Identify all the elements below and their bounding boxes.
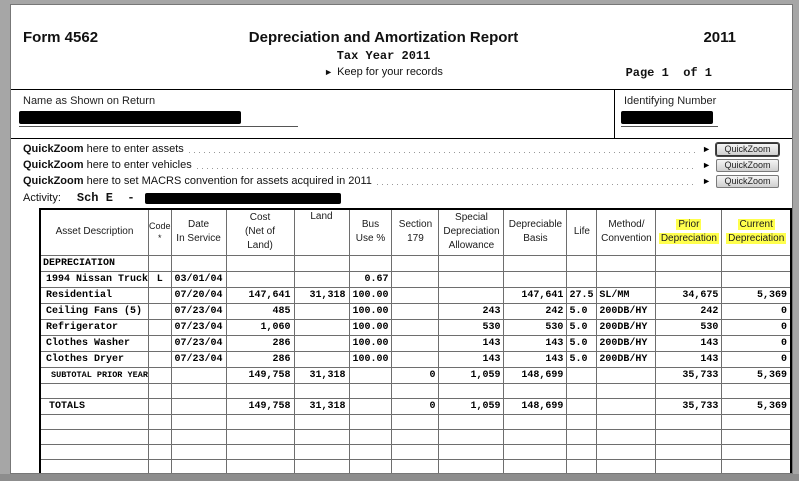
table-row-empty xyxy=(40,429,791,444)
cell-sec179: 0 xyxy=(392,398,439,414)
table-row-subtotal xyxy=(40,367,791,383)
cell-basis: 530 xyxy=(504,319,567,335)
cell-code xyxy=(149,429,172,444)
table-row-empty xyxy=(40,414,791,429)
col-header-bus: Bus Use % xyxy=(349,209,392,255)
cell-special: 143 xyxy=(439,335,504,351)
highlighted-header-text: Current xyxy=(739,219,773,231)
cell-current: 5,369 xyxy=(722,367,791,383)
col-header-desc: Asset Description xyxy=(40,209,149,255)
table-row-empty xyxy=(40,459,791,474)
cell-date xyxy=(171,383,226,398)
cell-method: 200DB/HY xyxy=(597,351,656,367)
cell-basis: 242 xyxy=(504,303,567,319)
cell-prior: 143 xyxy=(656,351,722,367)
cell-bus xyxy=(349,444,392,459)
col-header-cost: Cost (Net of Land) xyxy=(226,209,294,255)
cell-cost xyxy=(226,429,294,444)
tax-year: Tax Year 2011 xyxy=(336,49,431,63)
cell-cost xyxy=(226,444,294,459)
cell-desc: Residential xyxy=(40,287,149,303)
cell-current: 0 xyxy=(722,335,791,351)
quickzoom-button[interactable]: QuickZoom xyxy=(716,175,779,188)
cell-land xyxy=(294,383,349,398)
cell-land: 31,318 xyxy=(294,398,349,414)
cell-land xyxy=(294,429,349,444)
cell-prior: 34,675 xyxy=(656,287,722,303)
table-row-empty xyxy=(40,444,791,459)
cell-land xyxy=(294,444,349,459)
cell-current xyxy=(722,429,791,444)
cell-land xyxy=(294,351,349,367)
col-header-sec179: Section 179 xyxy=(392,209,439,255)
cell-land: 31,318 xyxy=(294,367,349,383)
quickzoom-section xyxy=(23,141,779,189)
table-row-data xyxy=(40,319,791,335)
cell-current: 5,369 xyxy=(722,287,791,303)
table-row-data xyxy=(40,303,791,319)
cell-cost xyxy=(226,255,294,271)
col-header-current xyxy=(722,209,791,255)
cell-code xyxy=(149,414,172,429)
redacted-activity xyxy=(145,193,341,204)
cell-life: 5.0 xyxy=(567,319,597,335)
cell-cost: 149,758 xyxy=(226,398,294,414)
cell-method: 200DB/HY xyxy=(597,335,656,351)
cell-bus xyxy=(349,398,392,414)
cell-sec179: 0 xyxy=(392,367,439,383)
cell-prior: 530 xyxy=(656,319,722,335)
cell-method xyxy=(597,255,656,271)
cell-bus xyxy=(349,367,392,383)
cell-sec179 xyxy=(392,429,439,444)
table-row-data xyxy=(40,287,791,303)
arrow-right-icon: ► xyxy=(324,67,334,77)
cell-basis xyxy=(504,459,567,474)
cell-cost: 286 xyxy=(226,335,294,351)
cell-prior: 35,733 xyxy=(656,398,722,414)
cell-method xyxy=(597,444,656,459)
cell-current: 0 xyxy=(722,319,791,335)
cell-date: 07/20/04 xyxy=(171,287,226,303)
cell-desc xyxy=(40,383,149,398)
cell-code xyxy=(149,398,172,414)
cell-bus: 0.67 xyxy=(349,271,392,287)
cell-method xyxy=(597,367,656,383)
cell-sec179 xyxy=(392,271,439,287)
cell-cost: 1,060 xyxy=(226,319,294,335)
cell-sec179 xyxy=(392,444,439,459)
cell-basis: 143 xyxy=(504,351,567,367)
cell-code xyxy=(149,383,172,398)
cell-current xyxy=(722,459,791,474)
name-section-rule xyxy=(11,138,792,139)
highlighted-header-text: Depreciation xyxy=(728,233,785,245)
cell-special: 243 xyxy=(439,303,504,319)
arrow-right-icon: ► xyxy=(702,176,711,186)
cell-cost xyxy=(226,383,294,398)
cell-bus xyxy=(349,414,392,429)
table-row-total xyxy=(40,398,791,414)
cell-method xyxy=(597,271,656,287)
cell-code xyxy=(149,335,172,351)
table-row-section xyxy=(40,255,791,271)
cell-date: 03/01/04 xyxy=(171,271,226,287)
cell-current: 0 xyxy=(722,351,791,367)
col-header-prior xyxy=(656,209,722,255)
cell-code xyxy=(149,319,172,335)
keep-note-text: Keep for your records xyxy=(337,66,443,78)
col-header-special: Special Depreciation Allowance xyxy=(439,209,504,255)
page-info: Page 1 of 1 xyxy=(625,66,712,80)
col-header-code: Code * xyxy=(149,209,172,255)
cell-desc: Clothes Dryer xyxy=(40,351,149,367)
quickzoom-row xyxy=(23,157,779,173)
report-title: Depreciation and Amortization Report xyxy=(248,29,519,46)
cell-basis: 147,641 xyxy=(504,287,567,303)
cell-life xyxy=(567,383,597,398)
cell-cost: 485 xyxy=(226,303,294,319)
cell-bus xyxy=(349,429,392,444)
cell-bus: 100.00 xyxy=(349,351,392,367)
cell-land: 31,318 xyxy=(294,287,349,303)
identifying-number-label: Identifying Number xyxy=(624,95,717,107)
cell-prior: 242 xyxy=(656,303,722,319)
cell-sec179 xyxy=(392,287,439,303)
cell-life xyxy=(567,414,597,429)
cell-cost: 286 xyxy=(226,351,294,367)
col-header-basis: Depreciable Basis xyxy=(504,209,567,255)
cell-current xyxy=(722,271,791,287)
cell-date xyxy=(171,398,226,414)
cell-life: 5.0 xyxy=(567,303,597,319)
name-id-divider xyxy=(614,89,615,138)
cell-desc: 1994 Nissan Truck xyxy=(40,271,149,287)
cell-prior xyxy=(656,429,722,444)
col-header-land: Land xyxy=(294,209,349,255)
cell-code xyxy=(149,367,172,383)
cell-method xyxy=(597,459,656,474)
cell-life xyxy=(567,459,597,474)
activity-row xyxy=(23,191,341,207)
cell-life xyxy=(567,255,597,271)
cell-life xyxy=(567,429,597,444)
cell-sec179 xyxy=(392,414,439,429)
cell-special xyxy=(439,459,504,474)
cell-date: 07/23/04 xyxy=(171,303,226,319)
cell-life xyxy=(567,271,597,287)
cell-date xyxy=(171,414,226,429)
cell-desc xyxy=(40,459,149,474)
cell-current xyxy=(722,414,791,429)
cell-date xyxy=(171,367,226,383)
cell-prior: 143 xyxy=(656,335,722,351)
cell-prior xyxy=(656,414,722,429)
header-rule xyxy=(11,89,792,90)
highlighted-header-text: Prior xyxy=(678,219,700,231)
cell-life xyxy=(567,398,597,414)
cell-prior xyxy=(656,444,722,459)
cell-desc: Ceiling Fans (5) xyxy=(40,303,149,319)
cell-basis xyxy=(504,444,567,459)
cell-date xyxy=(171,255,226,271)
cell-cost xyxy=(226,459,294,474)
cell-special xyxy=(439,444,504,459)
cell-prior xyxy=(656,459,722,474)
cell-prior xyxy=(656,383,722,398)
cell-basis: 148,699 xyxy=(504,367,567,383)
report-table xyxy=(39,208,792,474)
window-bottom-bar xyxy=(0,474,799,481)
cell-code xyxy=(149,303,172,319)
cell-land xyxy=(294,459,349,474)
quickzoom-button[interactable]: QuickZoom xyxy=(716,143,779,156)
dotted-leader xyxy=(197,168,697,169)
cell-sec179 xyxy=(392,319,439,335)
cell-sec179 xyxy=(392,303,439,319)
cell-cost xyxy=(226,414,294,429)
cell-bus: 100.00 xyxy=(349,335,392,351)
cell-life xyxy=(567,444,597,459)
quickzoom-button[interactable]: QuickZoom xyxy=(716,159,779,172)
cell-prior xyxy=(656,255,722,271)
cell-desc xyxy=(40,414,149,429)
cell-basis xyxy=(504,255,567,271)
cell-sec179 xyxy=(392,255,439,271)
cell-code xyxy=(149,351,172,367)
cell-basis xyxy=(504,429,567,444)
cell-current xyxy=(722,255,791,271)
cell-sec179 xyxy=(392,335,439,351)
activity-label: Activity: xyxy=(23,192,61,204)
cell-life xyxy=(567,367,597,383)
highlighted-header-text: Depreciation xyxy=(660,233,717,245)
quickzoom-text: QuickZoom here to set MACRS convention for assets acquired in 2011 xyxy=(23,175,372,187)
cell-code xyxy=(149,287,172,303)
quickzoom-row xyxy=(23,141,779,157)
cell-life: 5.0 xyxy=(567,351,597,367)
cell-special xyxy=(439,414,504,429)
col-header-date: Date In Service xyxy=(171,209,226,255)
redacted-id xyxy=(621,111,713,124)
cell-prior xyxy=(656,271,722,287)
cell-method xyxy=(597,383,656,398)
cell-bus: 100.00 xyxy=(349,303,392,319)
cell-date: 07/23/04 xyxy=(171,319,226,335)
cell-date xyxy=(171,444,226,459)
cell-method xyxy=(597,414,656,429)
cell-land xyxy=(294,319,349,335)
cell-special xyxy=(439,271,504,287)
cell-life: 27.5 xyxy=(567,287,597,303)
cell-land xyxy=(294,255,349,271)
cell-basis: 148,699 xyxy=(504,398,567,414)
cell-desc: DEPRECIATION xyxy=(40,255,149,271)
table-header-row xyxy=(40,209,791,255)
col-header-method: Method/ Convention xyxy=(597,209,656,255)
cell-current xyxy=(722,444,791,459)
cell-code xyxy=(149,459,172,474)
cell-special: 143 xyxy=(439,351,504,367)
cell-current: 5,369 xyxy=(722,398,791,414)
report-page xyxy=(10,4,793,474)
name-underline xyxy=(19,126,298,127)
cell-land xyxy=(294,414,349,429)
cell-code xyxy=(149,444,172,459)
cell-method: 200DB/HY xyxy=(597,319,656,335)
cell-bus xyxy=(349,383,392,398)
cell-desc: Refrigerator xyxy=(40,319,149,335)
cell-land xyxy=(294,303,349,319)
quickzoom-row xyxy=(23,173,779,189)
cell-sec179 xyxy=(392,459,439,474)
cell-desc: SUBTOTAL PRIOR YEAR xyxy=(40,367,149,383)
cell-desc xyxy=(40,444,149,459)
table-row-empty xyxy=(40,383,791,398)
cell-special xyxy=(439,383,504,398)
cell-current xyxy=(722,383,791,398)
col-header-life: Life xyxy=(567,209,597,255)
cell-method xyxy=(597,398,656,414)
activity-value: Sch E - xyxy=(76,191,135,205)
cell-special: 1,059 xyxy=(439,398,504,414)
id-underline xyxy=(621,126,718,127)
cell-basis xyxy=(504,271,567,287)
cell-special: 530 xyxy=(439,319,504,335)
table-row-data xyxy=(40,351,791,367)
cell-basis xyxy=(504,414,567,429)
cell-date xyxy=(171,459,226,474)
cell-method: SL/MM xyxy=(597,287,656,303)
quickzoom-text: QuickZoom here to enter assets xyxy=(23,143,184,155)
cell-current: 0 xyxy=(722,303,791,319)
cell-special xyxy=(439,429,504,444)
report-year: 2011 xyxy=(703,29,736,46)
table-row-data xyxy=(40,335,791,351)
cell-cost: 147,641 xyxy=(226,287,294,303)
cell-cost: 149,758 xyxy=(226,367,294,383)
dotted-leader xyxy=(189,152,697,153)
cell-desc xyxy=(40,429,149,444)
cell-special: 1,059 xyxy=(439,367,504,383)
cell-bus: 100.00 xyxy=(349,287,392,303)
cell-basis xyxy=(504,383,567,398)
cell-life: 5.0 xyxy=(567,335,597,351)
cell-special xyxy=(439,255,504,271)
arrow-right-icon: ► xyxy=(702,160,711,170)
cell-cost xyxy=(226,271,294,287)
cell-prior: 35,733 xyxy=(656,367,722,383)
cell-desc: TOTALS xyxy=(40,398,149,414)
cell-date: 07/23/04 xyxy=(171,335,226,351)
cell-land xyxy=(294,271,349,287)
cell-sec179 xyxy=(392,383,439,398)
cell-code xyxy=(149,255,172,271)
cell-date: 07/23/04 xyxy=(171,351,226,367)
cell-bus xyxy=(349,459,392,474)
cell-date xyxy=(171,429,226,444)
cell-land xyxy=(294,335,349,351)
name-label: Name as Shown on Return xyxy=(23,95,156,107)
redacted-name xyxy=(19,111,241,124)
table-row-data xyxy=(40,271,791,287)
cell-method: 200DB/HY xyxy=(597,303,656,319)
dotted-leader xyxy=(377,184,697,185)
cell-bus xyxy=(349,255,392,271)
cell-basis: 143 xyxy=(504,335,567,351)
cell-code: L xyxy=(149,271,172,287)
form-number: Form 4562 xyxy=(23,29,99,46)
quickzoom-text: QuickZoom here to enter vehicles xyxy=(23,159,192,171)
cell-special xyxy=(439,287,504,303)
cell-method xyxy=(597,429,656,444)
cell-bus: 100.00 xyxy=(349,319,392,335)
cell-sec179 xyxy=(392,351,439,367)
cell-desc: Clothes Washer xyxy=(40,335,149,351)
arrow-right-icon: ► xyxy=(702,144,711,154)
